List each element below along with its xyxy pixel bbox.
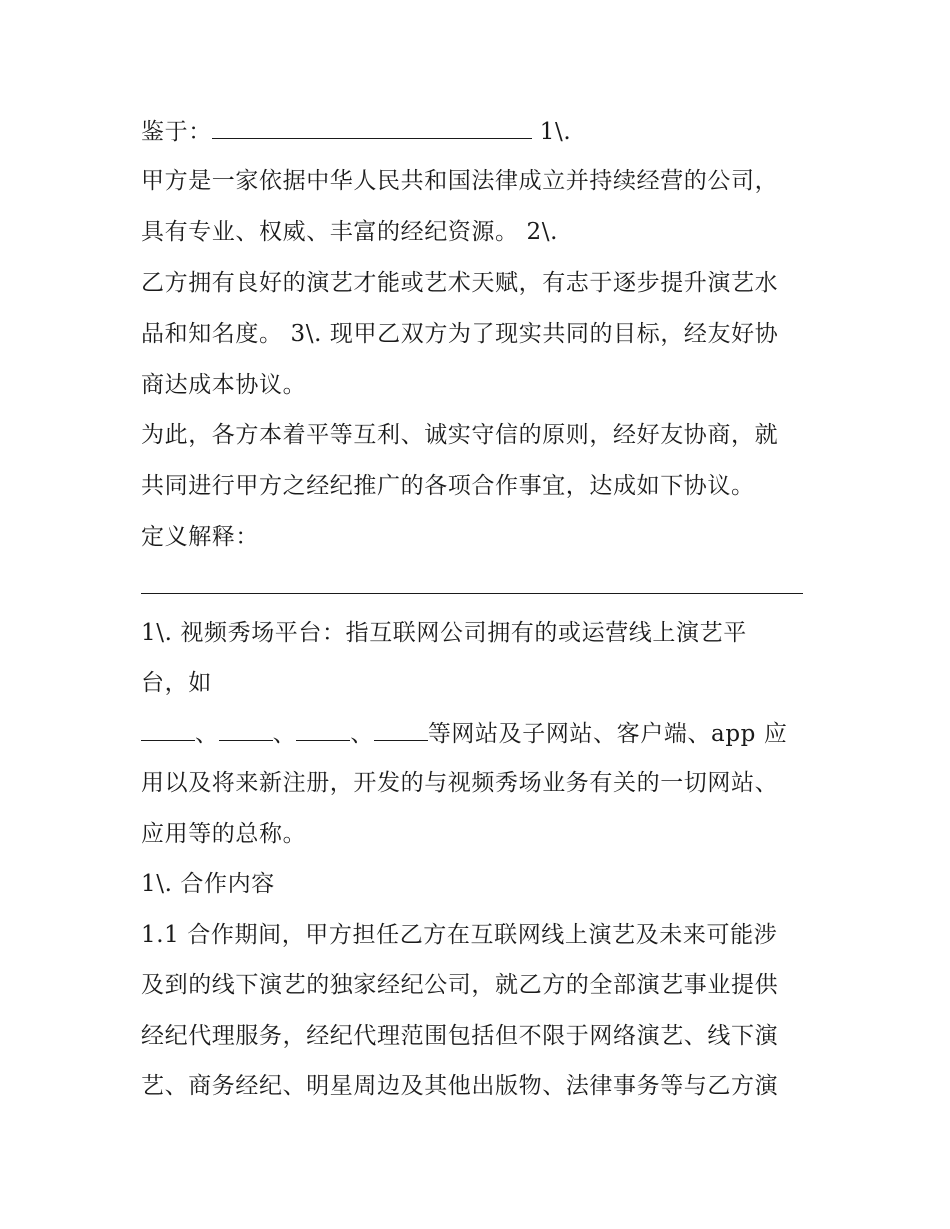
text-line: 具有专业、权威、丰富的经纪资源。 2\. xyxy=(141,219,559,245)
text-line: 经纪代理服务，经纪代理范围包括但不限于网络演艺、线下演 xyxy=(141,1023,779,1049)
platform-blank-2 xyxy=(219,718,273,741)
text-line: 台，如 xyxy=(141,670,212,696)
text-line: 甲方是一家依据中华人民共和国法律成立并持续经营的公司， xyxy=(141,168,779,194)
text-line: 商达成本协议。 xyxy=(141,372,307,398)
text-line: 为此，各方本着平等互利、诚实守信的原则，经好友协商，就 xyxy=(141,422,779,448)
horizontal-rule xyxy=(141,593,803,594)
recital-number-1: 1\. xyxy=(539,119,572,145)
recitals-heading xyxy=(141,116,571,147)
section-heading: 1\. 合作内容 xyxy=(141,871,275,897)
separator: 、 xyxy=(195,721,219,747)
text-line: 艺、商务经纪、明星周边及其他出版物、法律事务等与乙方演 xyxy=(141,1073,779,1099)
definitions-heading: 定义解释： xyxy=(141,524,259,550)
text-line: 品和知名度。 3\. 现甲乙双方为了现实共同的目标，经友好协 xyxy=(141,321,779,347)
recitals-label: 鉴于： xyxy=(141,119,212,145)
separator: 、 xyxy=(272,721,297,747)
text-line: 1.1 合作期间，甲方担任乙方在互联网线上演艺及未来可能涉 xyxy=(141,922,778,948)
text-line: 1\. 视频秀场平台：指互联网公司拥有的或运营线上演艺平 xyxy=(141,620,747,646)
platform-blanks-line xyxy=(141,718,788,749)
text-line: 用以及将来新注册，开发的与视频秀场业务有关的一切网站、 xyxy=(141,770,779,796)
text-line: 应用等的总称。 xyxy=(141,821,307,847)
text-line: 乙方拥有良好的演艺才能或艺术天赋，有志于逐步提升演艺水 xyxy=(141,270,779,296)
text-line: 及到的线下演艺的独家经纪公司，就乙方的全部演艺事业提供 xyxy=(141,972,779,998)
platform-blank-3 xyxy=(296,718,350,741)
recitals-blank xyxy=(212,116,532,139)
platform-list-text: 等网站及子网站、客户端、app 应 xyxy=(427,721,788,747)
text-line: 共同进行甲方之经纪推广的各项合作事宜，达成如下协议。 xyxy=(141,473,755,499)
platform-blank-1 xyxy=(141,718,195,741)
platform-blank-4 xyxy=(374,718,428,741)
separator: 、 xyxy=(350,721,374,747)
